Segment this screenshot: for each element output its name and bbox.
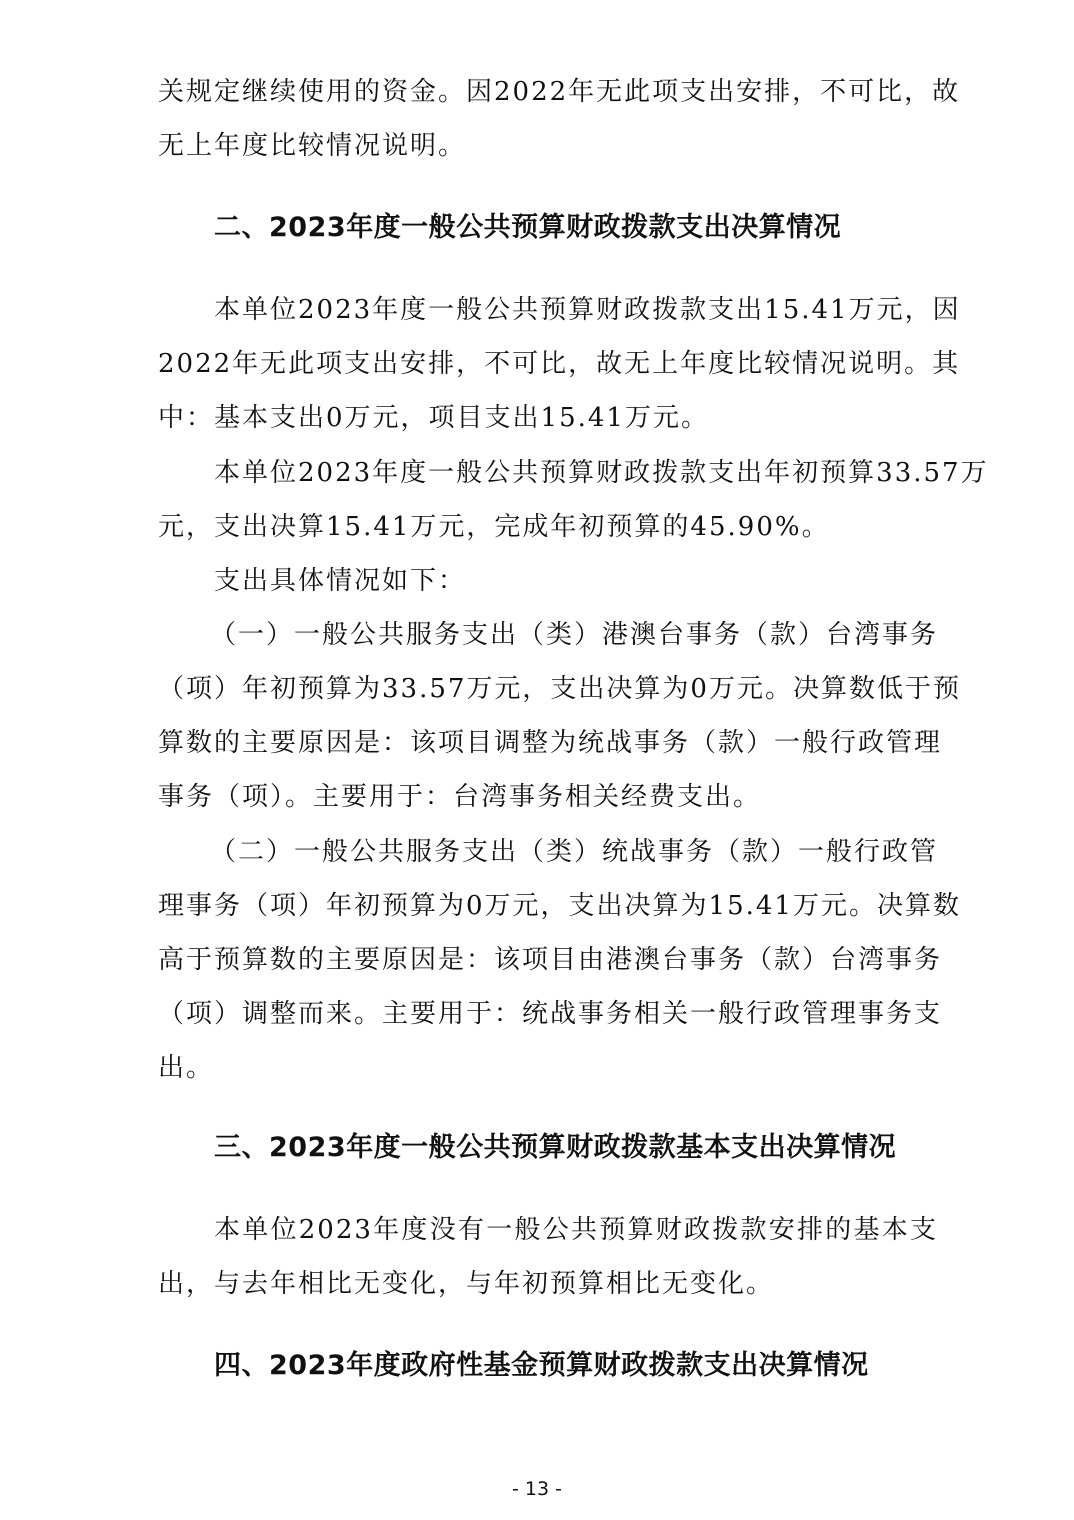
paragraph-line: 理事务（项）年初预算为0万元，支出决算为15.41万元。决算数 [158,891,961,921]
paragraph-line: 事务（项）。主要用于：台湾事务相关经费支出。 [158,782,762,812]
paragraph-line: （一）一般公共服务支出（类）港澳台事务（款）台湾事务 [210,620,939,650]
paragraph-line: 关规定继续使用的资金。因2022年无此项支出安排，不可比，故 [158,77,961,107]
paragraph-line: 本单位2023年度一般公共预算财政拨款支出15.41万元，因 [214,295,961,325]
paragraph-line: 支出具体情况如下： [214,566,467,596]
paragraph-line: 出，与去年相比无变化，与年初预算相比无变化。 [158,1269,775,1299]
section-heading-4: 四、2023年度政府性基金预算财政拨款支出决算情况 [214,1350,869,1381]
paragraph-line: 元，支出决算15.41万元，完成年初预算的45.90%。 [158,512,830,542]
page-number: - 13 - [512,1478,562,1500]
section-heading-2: 二、2023年度一般公共预算财政拨款支出决算情况 [214,212,842,243]
paragraph-line: 本单位2023年度一般公共预算财政拨款支出年初预算33.57万 [214,458,989,488]
paragraph-line: 2022年无此项支出安排，不可比，故无上年度比较情况说明。其 [158,349,961,379]
paragraph-line: 中：基本支出0万元，项目支出15.41万元。 [158,403,709,433]
paragraph-line: 出。 [158,1053,215,1083]
paragraph-line: 高于预算数的主要原因是：该项目由港澳台事务（款）台湾事务 [158,945,943,975]
paragraph-line: （项）调整而来。主要用于：统战事务相关一般行政管理事务支 [158,999,943,1029]
paragraph-line: 本单位2023年度没有一般公共预算财政拨款安排的基本支 [214,1215,938,1245]
paragraph-line: （二）一般公共服务支出（类）统战事务（款）一般行政管 [210,837,939,867]
paragraph-line: 无上年度比较情况说明。 [158,131,467,161]
section-heading-3: 三、2023年度一般公共预算财政拨款基本支出决算情况 [214,1132,897,1163]
paragraph-line: （项）年初预算为33.57万元，支出决算为0万元。决算数低于预 [158,674,961,704]
paragraph-line: 算数的主要原因是：该项目调整为统战事务（款）一般行政管理 [158,728,943,758]
